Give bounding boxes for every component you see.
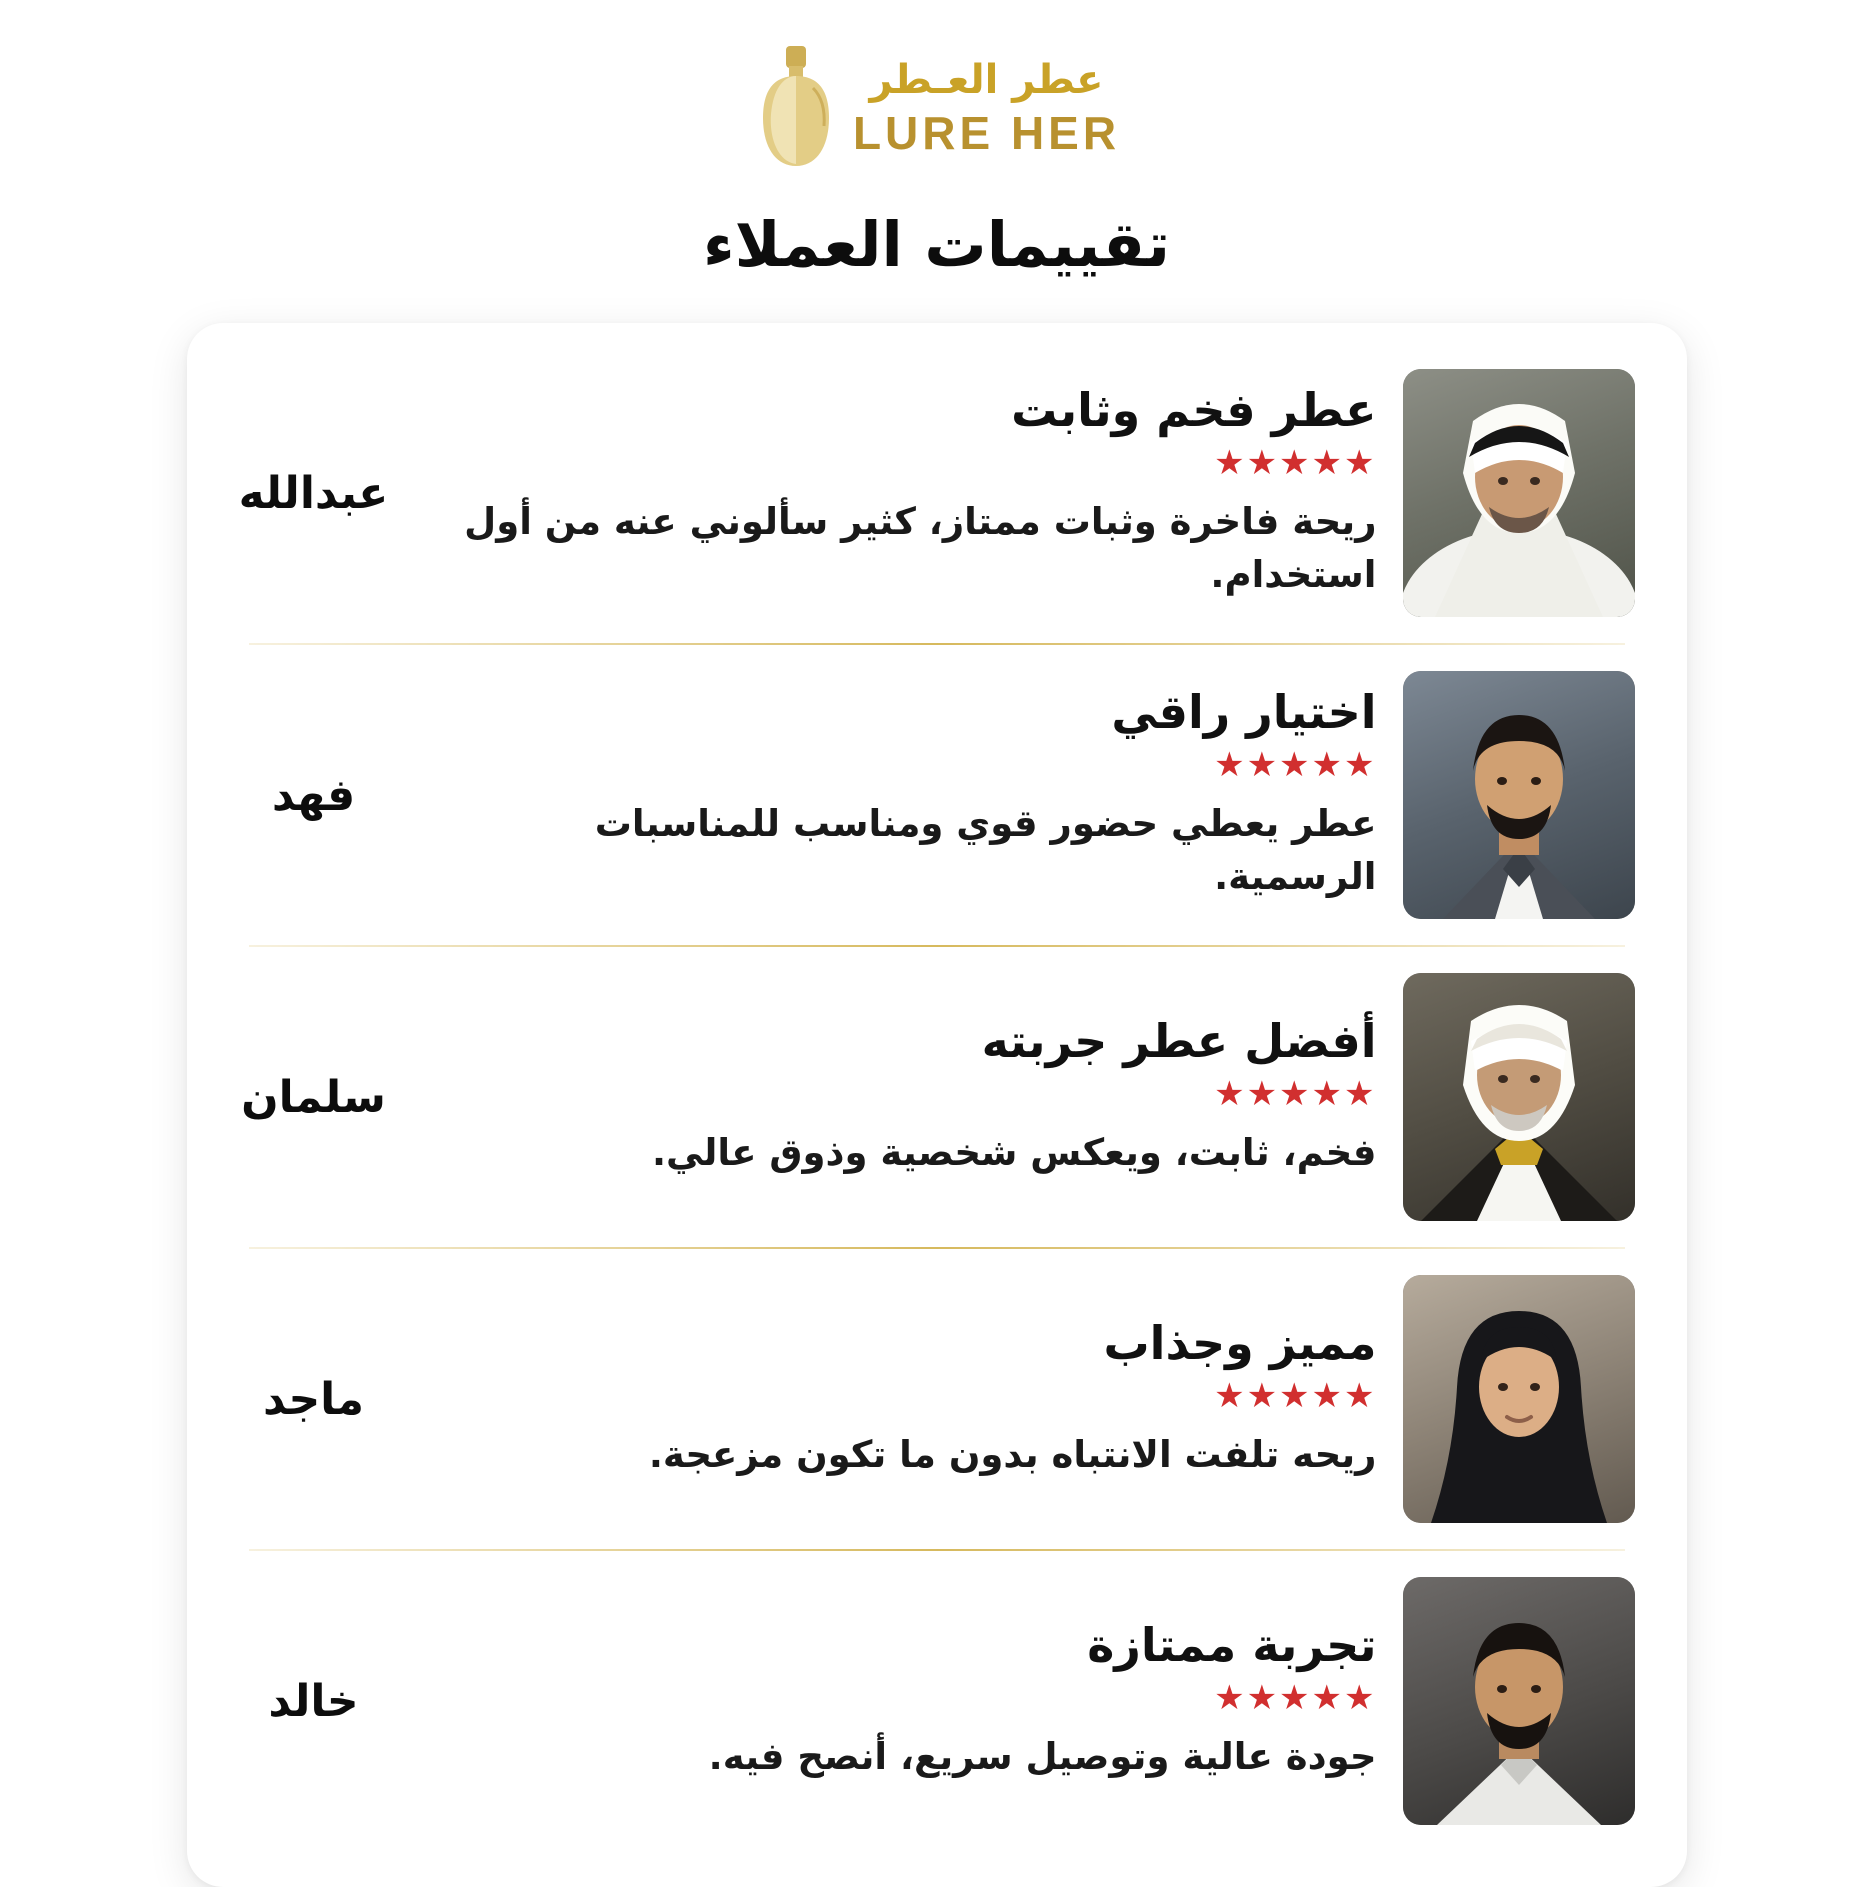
reviewer-name: سلمان <box>241 1071 386 1123</box>
review-row <box>239 1249 1635 1549</box>
perfume-bottle-icon <box>753 42 839 174</box>
brand-arabic-name: عطر العـطر <box>869 57 1104 103</box>
avatar-elder-bisht <box>1403 973 1635 1221</box>
review-text: عطر يعطي حضور قوي ومناسب للمناسبات الرسمية. <box>594 801 1377 899</box>
star-rating: ★★★★★ <box>1214 1677 1377 1718</box>
review-content <box>415 1015 1377 1180</box>
brand-english-name: LURE HER <box>852 107 1121 159</box>
review-text: فخم، ثابت، ويعكس شخصية وذوق عالي. <box>651 1130 1377 1174</box>
review-text: ريحه تلفت الانتباه بدون ما تكون مزعجة. <box>648 1432 1377 1476</box>
reviewer-name: ماجد <box>263 1373 364 1425</box>
review-content <box>415 686 1377 904</box>
brand-lockup <box>753 42 1120 174</box>
brand-header <box>0 0 1873 174</box>
review-title: اختيار راقي <box>1111 684 1377 739</box>
review-row <box>239 947 1635 1247</box>
reviewer-name: فهد <box>271 769 356 821</box>
review-title: مميز وجذاب <box>1103 1315 1377 1370</box>
review-row <box>239 645 1635 945</box>
review-title: عطر فخم وثابت <box>1011 382 1377 437</box>
reviewer-name: عبدالله <box>238 467 389 519</box>
avatar-man-suit <box>1403 671 1635 919</box>
avatar-man-ghutra <box>1403 369 1635 617</box>
review-title: تجربة ممتازة <box>1087 1617 1377 1672</box>
review-row <box>239 1551 1635 1851</box>
reviewer-name: خالد <box>268 1675 359 1727</box>
review-content <box>415 1619 1377 1784</box>
brand-wordmark <box>852 57 1121 159</box>
star-rating: ★★★★★ <box>1214 1375 1377 1416</box>
review-row <box>239 343 1635 643</box>
review-text: جودة عالية وتوصيل سريع، أنصح فيه. <box>708 1734 1377 1778</box>
star-rating: ★★★★★ <box>1214 1073 1377 1114</box>
review-content <box>415 1317 1377 1482</box>
reviews-card <box>187 323 1687 1887</box>
review-text: ريحة فاخرة وثبات ممتاز، كثير سألوني عنه من أول استخدام. <box>464 499 1377 597</box>
avatar-man-shirt <box>1403 1577 1635 1825</box>
star-rating: ★★★★★ <box>1214 442 1377 483</box>
avatar-woman-hijab <box>1403 1275 1635 1523</box>
star-rating: ★★★★★ <box>1214 744 1377 785</box>
review-content <box>415 384 1377 602</box>
page-title: تقييمات العملاء <box>702 208 1171 281</box>
review-title: أفضل عطر جربته <box>981 1013 1377 1068</box>
